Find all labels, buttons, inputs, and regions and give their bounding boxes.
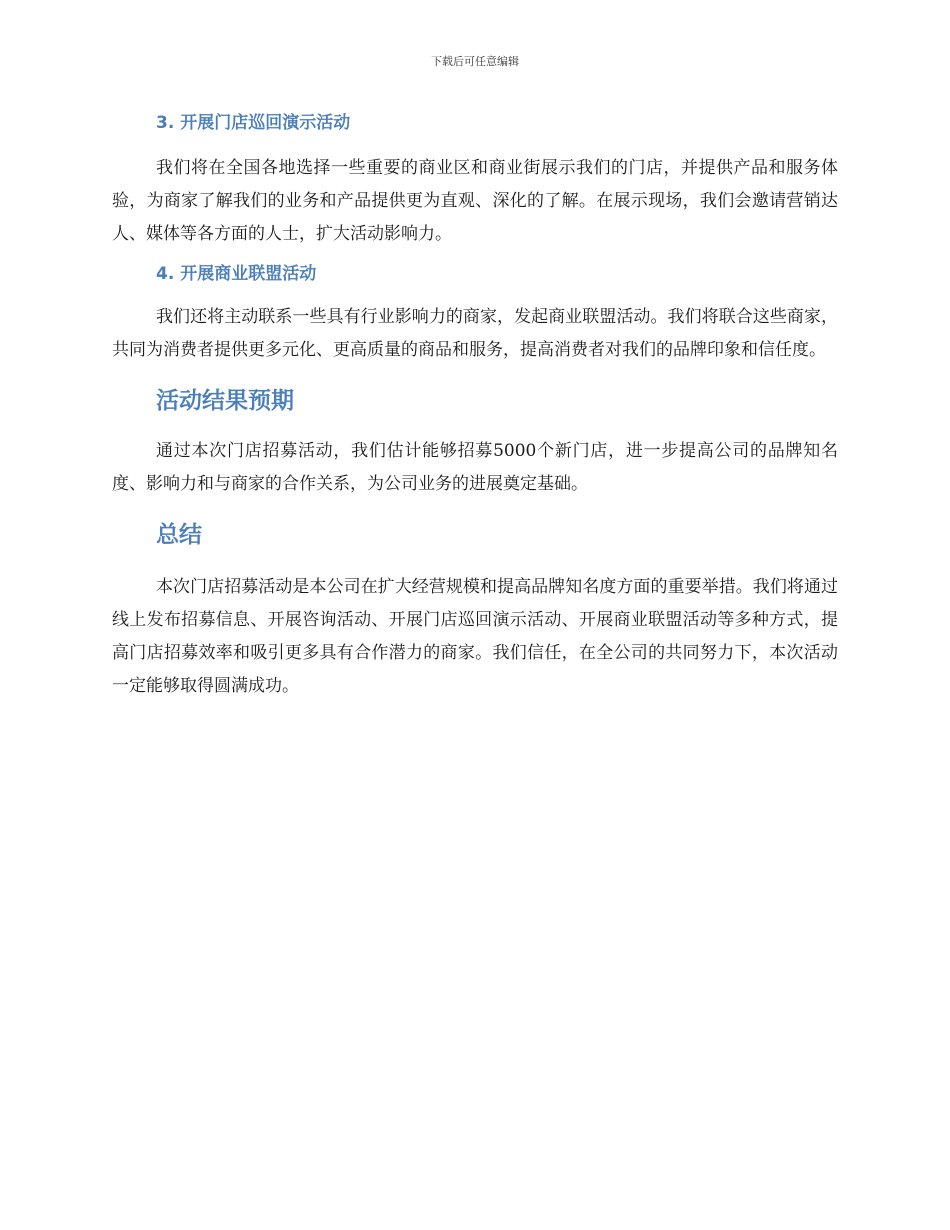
section-heading-alliance: 4. 开展商业联盟活动 [156, 264, 317, 284]
section-heading-expected-results: 活动结果预期 [156, 388, 294, 414]
paragraph-roadshow: 我们将在全国各地选择一些重要的商业区和商业街展示我们的门店，并提供产品和服务体验，为商家了解我们的业务和产品提供更为直观、深化的了解。在展示现场，我们会邀请营销达人、媒体等各方面的人士，扩大活动影响力。 [112, 158, 838, 244]
page-header: 下载后可任意编辑 [431, 55, 519, 68]
paragraph-alliance: 我们还将主动联系一些具有行业影响力的商家，发起商业联盟活动。我们将联合这些商家，共同为消费者提供更多元化、更高质量的商品和服务，提高消费者对我们的品牌印象和信任度。 [112, 307, 838, 360]
document-body [112, 108, 838, 703]
paragraph-summary: 本次门店招募活动是本公司在扩大经营规模和提高品牌知名度方面的重要举措。我们将通过线上发布招募信息、开展咨询活动、开展门店巡回演示活动、开展商业联盟活动等多种方式，提高门店招募效率和吸引更多具有合作潜力的商家。我们信任，在全公司的共同努力下，本次活动一定能够取得圆满成功。 [112, 577, 838, 696]
section-heading-roadshow: 3. 开展门店巡回演示活动 [156, 113, 351, 133]
section-heading-summary: 总结 [156, 522, 202, 548]
paragraph-expected-results: 通过本次门店招募活动，我们估计能够招募5000个新门店，进一步提高公司的品牌知名度、影响力和与商家的合作关系，为公司业务的进展奠定基础。 [112, 441, 838, 494]
